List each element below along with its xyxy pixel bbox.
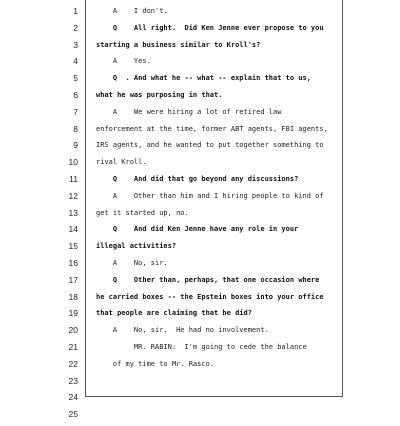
transcript-line	[0, 140, 400, 157]
line-text: A Yes.	[96, 57, 151, 66]
line-number: 3	[73, 39, 78, 50]
transcript-line	[0, 124, 400, 141]
line-text: get it started up, no.	[96, 208, 189, 217]
line-number: 23	[68, 375, 78, 386]
transcript-line	[0, 56, 400, 73]
transcript-line	[0, 40, 400, 57]
line-number: 17	[68, 274, 78, 285]
transcript-line	[0, 376, 400, 393]
transcript-line	[0, 191, 400, 208]
transcript-line	[0, 23, 400, 40]
transcript-line	[0, 157, 400, 174]
line-text: illegal activities?	[96, 242, 177, 251]
line-text: A Other than him and I hiring people to kind of	[96, 191, 324, 200]
line-number: 15	[68, 241, 78, 252]
line-number: 18	[68, 291, 78, 302]
transcript-line	[0, 241, 400, 258]
transcript-line	[0, 73, 400, 90]
line-number: 11	[69, 174, 78, 184]
line-text: starting a business similar to Kroll's?	[96, 40, 261, 49]
line-text: rival Kroll.	[96, 158, 147, 167]
line-text: of my time to Mr. Rasco.	[96, 359, 215, 368]
transcript-line	[0, 292, 400, 309]
transcript-line	[0, 409, 400, 426]
line-text: Q All right. Did Ken Jenne ever propose to you	[96, 23, 324, 32]
transcript-line	[0, 342, 400, 359]
line-number: 4	[73, 56, 78, 67]
line-number: 16	[68, 258, 78, 268]
line-text: Q . And what he -- what -- explain that to us,	[96, 74, 311, 83]
line-number: 6	[73, 90, 78, 100]
line-number: 20	[68, 325, 78, 336]
line-text: MR. RABIN: I'm going to cede the balance	[96, 343, 307, 351]
line-text: A No, sir.	[96, 259, 168, 267]
line-number: 12	[68, 190, 78, 201]
transcript-line	[0, 90, 400, 107]
line-number: 8	[73, 123, 78, 134]
line-number: 2	[73, 22, 78, 33]
transcript-line	[0, 392, 400, 409]
line-text: Q And did that go beyond any discussions?	[96, 175, 299, 183]
line-number: 10	[68, 157, 78, 168]
line-text: that people are claiming that he did?	[96, 309, 252, 318]
transcript-line	[0, 258, 400, 275]
line-number: 1	[73, 6, 78, 16]
line-text: Q Other than, perhaps, that one occasion where	[96, 275, 320, 284]
line-text: what he was purposing in that.	[96, 91, 223, 99]
line-text: A No, sir. He had no involvement.	[96, 326, 269, 335]
transcript-line	[0, 208, 400, 225]
line-number: 13	[68, 207, 78, 218]
line-number: 7	[73, 106, 78, 117]
line-text: A I don't.	[96, 7, 168, 15]
line-number: 5	[73, 73, 78, 84]
line-number: 25	[68, 409, 78, 420]
transcript-line	[0, 6, 400, 23]
line-text: Q And did Ken Jenne have any role in your	[96, 225, 299, 234]
line-text: enforcement at the time, former ABT agents, FBI agents,	[96, 124, 328, 133]
transcript-line	[0, 107, 400, 124]
line-number: 19	[68, 308, 78, 319]
line-text: A We were hiring a lot of retired law	[96, 107, 282, 116]
transcript-line	[0, 359, 400, 376]
line-text: he carried boxes -- the Epstein boxes into your office	[96, 292, 324, 301]
transcript-line	[0, 174, 400, 191]
transcript-line	[0, 224, 400, 241]
transcript-line	[0, 325, 400, 342]
line-number: 24	[68, 392, 78, 403]
line-number: 14	[68, 224, 78, 235]
line-number: 9	[73, 140, 78, 151]
line-number: 21	[68, 342, 78, 352]
line-number: 22	[68, 358, 78, 369]
transcript-line	[0, 308, 400, 325]
line-text: IRS agents, and he wanted to put together something to	[96, 141, 324, 150]
transcript-line	[0, 275, 400, 292]
